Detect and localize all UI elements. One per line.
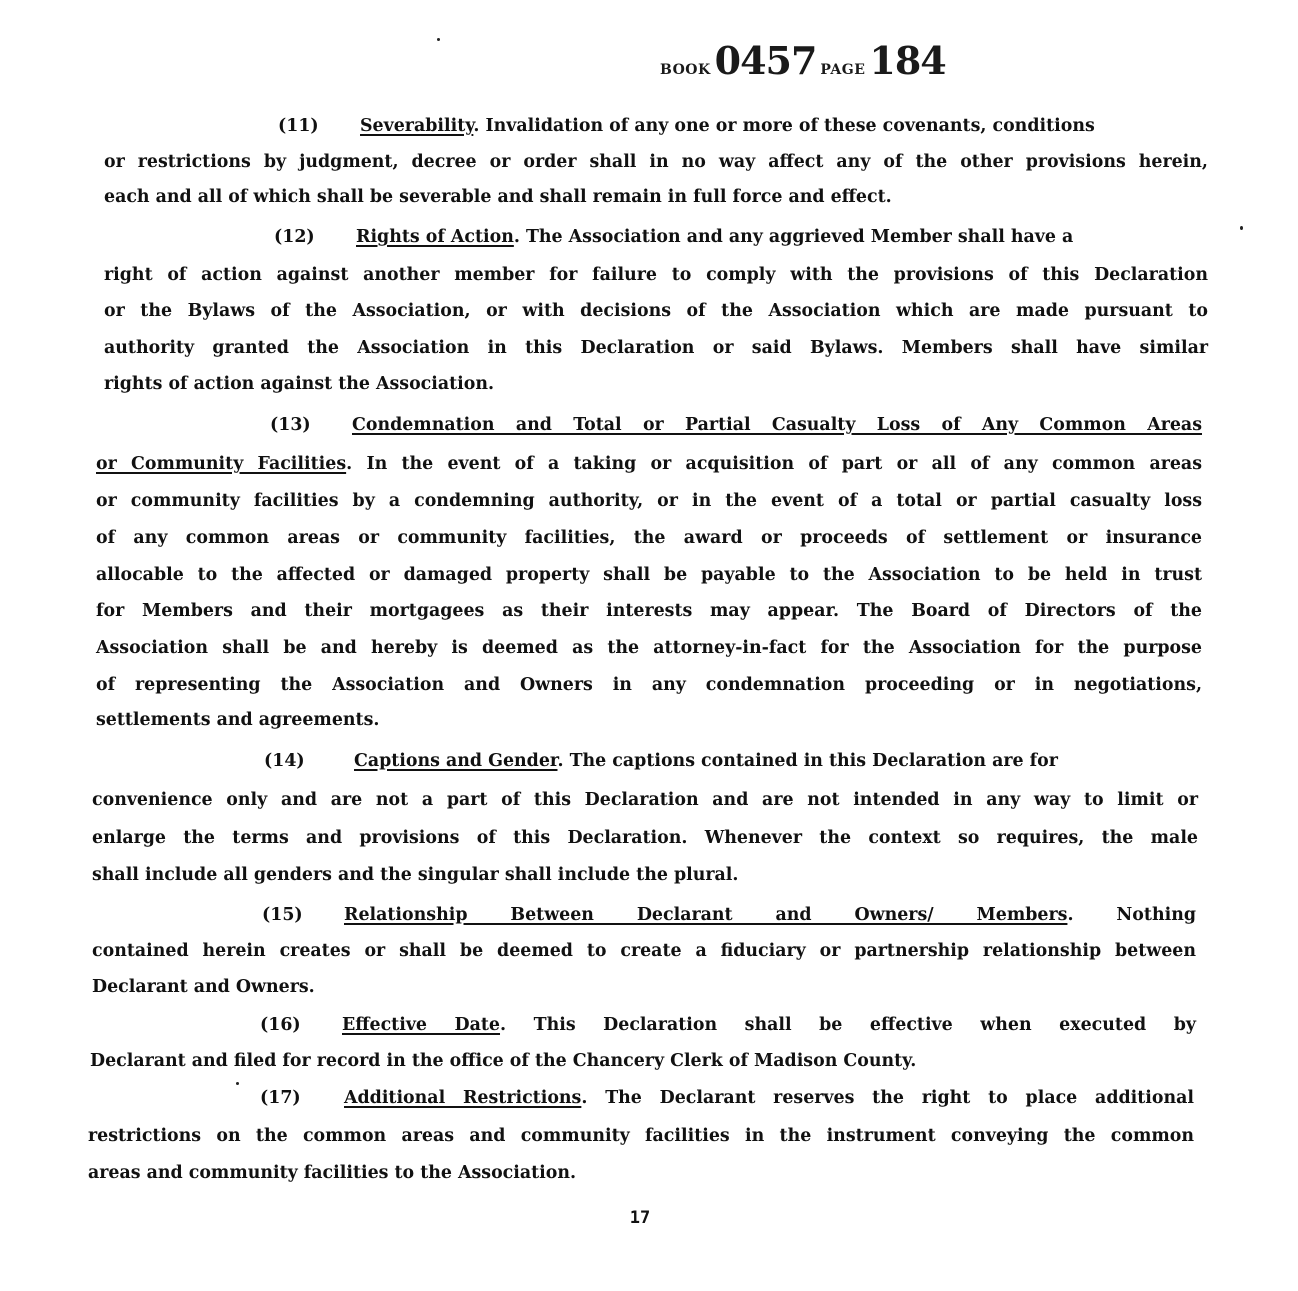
section-title: Condemnation and Total or Partial Casualty Loss of Any Common Areas: [352, 415, 1202, 435]
page-number: 17: [629, 1208, 651, 1228]
section-text-line: allocable to the affected or damaged property shall be payable to the Association to be held in trust: [96, 565, 1202, 585]
section-number: (13): [270, 415, 311, 435]
section-text: . In the event of a taking or acquisition of part or all of any common areas: [346, 454, 1202, 474]
section-16-heading-line: [260, 1014, 1196, 1036]
scan-speck: [236, 1082, 239, 1085]
section-text-line: convenience only and are not a part of this Declaration and are not intended in any way to limit or: [92, 790, 1198, 810]
section-text-line: of representing the Association and Owners in any condemnation proceeding or in negotiations,: [96, 675, 1202, 695]
section-text-line: of any common areas or community facilities, the award or proceeds of settlement or insurance: [96, 528, 1202, 548]
section-text-line: or the Bylaws of the Association, or with decisions of the Association which are made pursuant to: [104, 301, 1208, 321]
section-text-line: Declarant and filed for record in the office of the Chancery Clerk of Madison County.: [90, 1051, 917, 1071]
section-text-line: areas and community facilities to the Association.: [88, 1163, 577, 1183]
section-title: Additional Restrictions: [344, 1088, 582, 1108]
section-15-heading-line: [262, 904, 1196, 926]
section-11-heading-line: [278, 115, 1208, 137]
section-17-heading-line: [260, 1087, 1194, 1109]
section-title: Severability: [360, 116, 474, 136]
section-text-line: Declarant and Owners.: [92, 977, 315, 997]
section-text-line: shall include all genders and the singular shall include the plural.: [92, 865, 739, 885]
section-13-heading-line: [270, 414, 1202, 436]
section-title-continued: or Community Facilities: [96, 454, 347, 474]
section-text: . The Declarant reserves the right to place additional: [581, 1088, 1194, 1108]
section-text: . This Declaration shall be effective when executed by: [500, 1015, 1196, 1035]
section-title: Effective Date: [342, 1015, 501, 1035]
section-text-line: or restrictions by judgment, decree or order shall in no way affect any of the other provisions herein,: [104, 152, 1208, 172]
section-text-line: restrictions on the common areas and community facilities in the instrument conveying the common: [88, 1126, 1194, 1146]
book-page-stamp: [660, 38, 946, 88]
section-text-line: Association shall be and hereby is deemed as the attorney-in-fact for the Association for the purpose: [96, 638, 1202, 658]
section-text: . Nothing: [1067, 905, 1196, 925]
section-text: . Invalidation of any one or more of these covenants, conditions: [473, 116, 1095, 136]
scan-speck: [437, 38, 440, 41]
section-text-line: settlements and agreements.: [96, 710, 380, 730]
section-text-line: rights of action against the Association.: [104, 374, 495, 394]
section-number: (14): [264, 751, 305, 771]
section-number: (17): [260, 1088, 301, 1108]
stamp-page-number: 184: [869, 38, 946, 83]
section-text-line: contained herein creates or shall be deemed to create a fiduciary or partnership relationship between: [92, 941, 1196, 961]
section-title: Relationship Between Declarant and Owners/ Members: [344, 905, 1068, 925]
section-number: (12): [274, 227, 315, 247]
section-text-line: or community facilities by a condemning authority, or in the event of a total or partial casualty loss: [96, 491, 1202, 511]
section-text-line: [96, 453, 1202, 475]
section-number: (11): [278, 116, 319, 136]
section-text-line: authority granted the Association in this Declaration or said Bylaws. Members shall have similar: [104, 338, 1208, 358]
page-label: PAGE: [820, 62, 866, 78]
section-text-line: enlarge the terms and provisions of this Declaration. Whenever the context so requires, the male: [92, 828, 1198, 848]
section-text-line: each and all of which shall be severable and shall remain in full force and effect.: [104, 187, 892, 207]
section-text: . The captions contained in this Declaration are for: [557, 751, 1058, 771]
section-number: (16): [260, 1015, 301, 1035]
section-text: . The Association and any aggrieved Member shall have a: [513, 227, 1074, 247]
section-text-line: right of action against another member for failure to comply with the provisions of this Declaration: [104, 265, 1208, 285]
section-title: Rights of Action: [356, 227, 514, 247]
section-title: Captions and Gender: [354, 751, 558, 771]
scan-speck: [1240, 226, 1243, 230]
section-number: (15): [262, 905, 303, 925]
section-12-heading-line: [274, 226, 1208, 248]
book-number: 0457: [714, 38, 817, 83]
section-14-heading-line: [264, 750, 1198, 772]
book-label: BOOK: [660, 62, 711, 78]
section-text-line: for Members and their mortgagees as their interests may appear. The Board of Directors of the: [96, 601, 1202, 621]
